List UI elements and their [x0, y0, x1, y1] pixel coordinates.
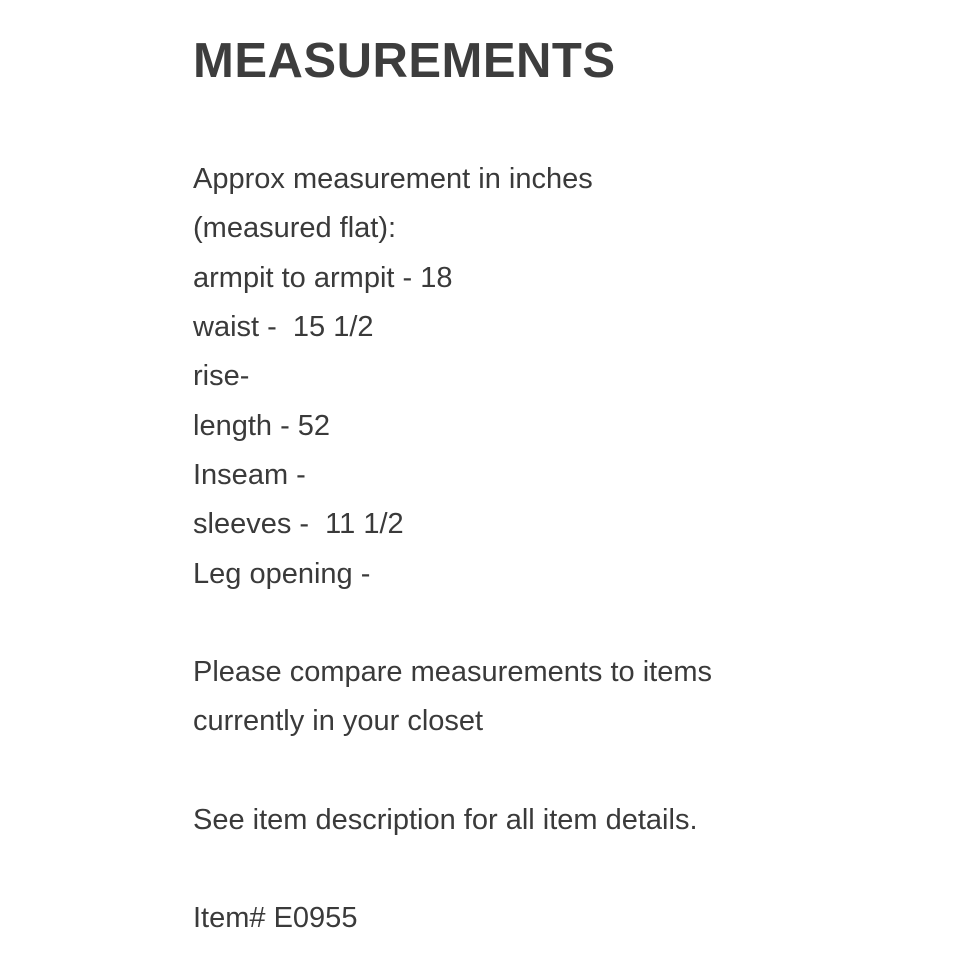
measurement-armpit: armpit to armpit - 18 [193, 262, 453, 294]
item-number: Item# E0955 [193, 902, 358, 934]
measurement-rise: rise- [193, 360, 250, 392]
compare-note-line-2: currently in your closet [193, 705, 484, 737]
measurement-length: length - 52 [193, 410, 331, 442]
measurement-inseam: Inseam - [193, 459, 306, 491]
measurement-sleeves: sleeves - 11 1/2 [193, 508, 404, 540]
intro-line-1: Approx measurement in inches [193, 163, 593, 195]
details-note: See item description for all item details. [193, 804, 698, 836]
intro-line-2: (measured flat): [193, 212, 397, 244]
page-title: MEASUREMENTS [193, 34, 616, 88]
measurement-waist: waist - 15 1/2 [193, 311, 374, 343]
compare-note-line-1: Please compare measurements to items [193, 656, 712, 688]
measurement-leg-opening: Leg opening - [193, 558, 371, 590]
